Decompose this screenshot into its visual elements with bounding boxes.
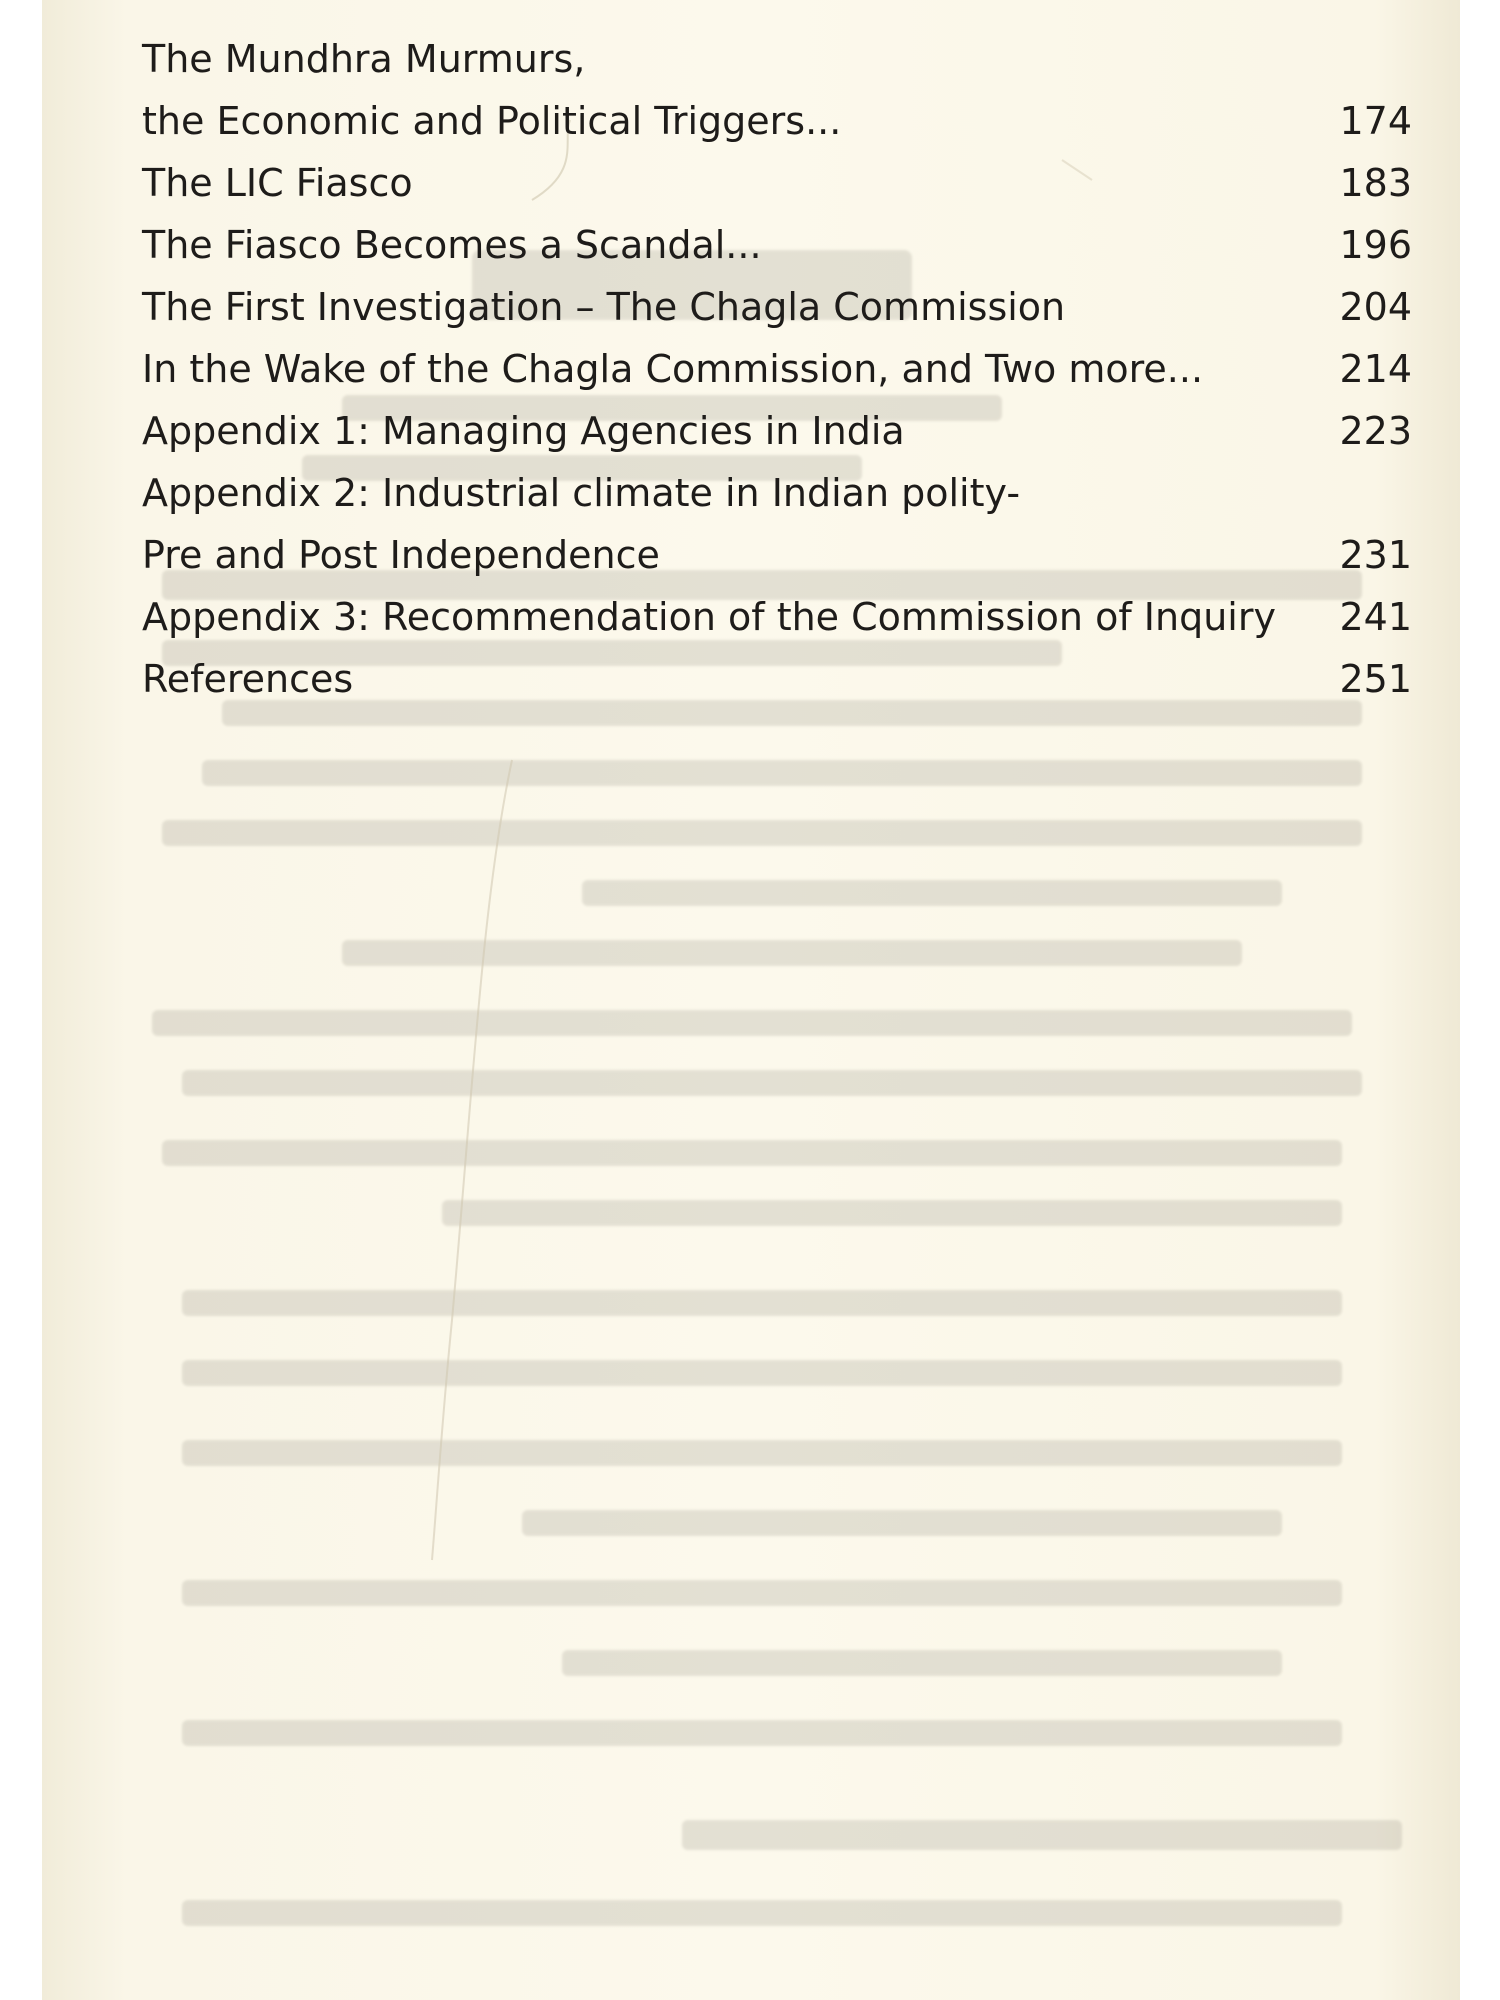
toc-entry[interactable] xyxy=(142,648,1412,710)
toc-entry-title: The LIC Fiasco xyxy=(142,161,413,205)
toc-entry[interactable] xyxy=(142,400,1412,462)
table-of-contents xyxy=(142,28,1412,710)
toc-entry-title: In the Wake of the Chagla Commission, and Two more... xyxy=(142,347,1204,391)
toc-entry-page-number: 204 xyxy=(1339,285,1412,329)
toc-entry[interactable] xyxy=(142,338,1412,400)
toc-entry-title: Appendix 3: Recommendation of the Commission of Inquiry xyxy=(142,595,1276,639)
toc-entry-title: The Mundhra Murmurs, xyxy=(142,37,586,81)
toc-entry[interactable] xyxy=(142,214,1412,276)
toc-entry-title: The Fiasco Becomes a Scandal... xyxy=(142,223,762,267)
toc-entry-title: the Economic and Political Triggers... xyxy=(142,99,842,143)
toc-entry-page-number: 241 xyxy=(1339,595,1412,639)
toc-entry-page-number: 251 xyxy=(1339,657,1412,701)
toc-entry-title: Pre and Post Independence xyxy=(142,533,660,577)
toc-entry[interactable] xyxy=(142,28,1412,152)
toc-entry-title: Appendix 2: Industrial climate in Indian polity- xyxy=(142,471,1021,515)
toc-entry-title: Appendix 1: Managing Agencies in India xyxy=(142,409,905,453)
toc-entry-page-number: 231 xyxy=(1339,533,1412,577)
toc-entry-page-number: 183 xyxy=(1339,161,1412,205)
toc-entry-page-number: 174 xyxy=(1339,99,1412,143)
book-page xyxy=(42,0,1460,2000)
toc-entry-page-number: 223 xyxy=(1339,409,1412,453)
toc-entry-title: The First Investigation – The Chagla Commission xyxy=(142,285,1066,329)
toc-entry[interactable] xyxy=(142,462,1412,586)
toc-entry[interactable] xyxy=(142,276,1412,338)
toc-entry[interactable] xyxy=(142,586,1412,648)
toc-entry-title: References xyxy=(142,657,354,701)
toc-entry[interactable] xyxy=(142,152,1412,214)
toc-entry-page-number: 196 xyxy=(1339,223,1412,267)
toc-entry-page-number: 214 xyxy=(1339,347,1412,391)
